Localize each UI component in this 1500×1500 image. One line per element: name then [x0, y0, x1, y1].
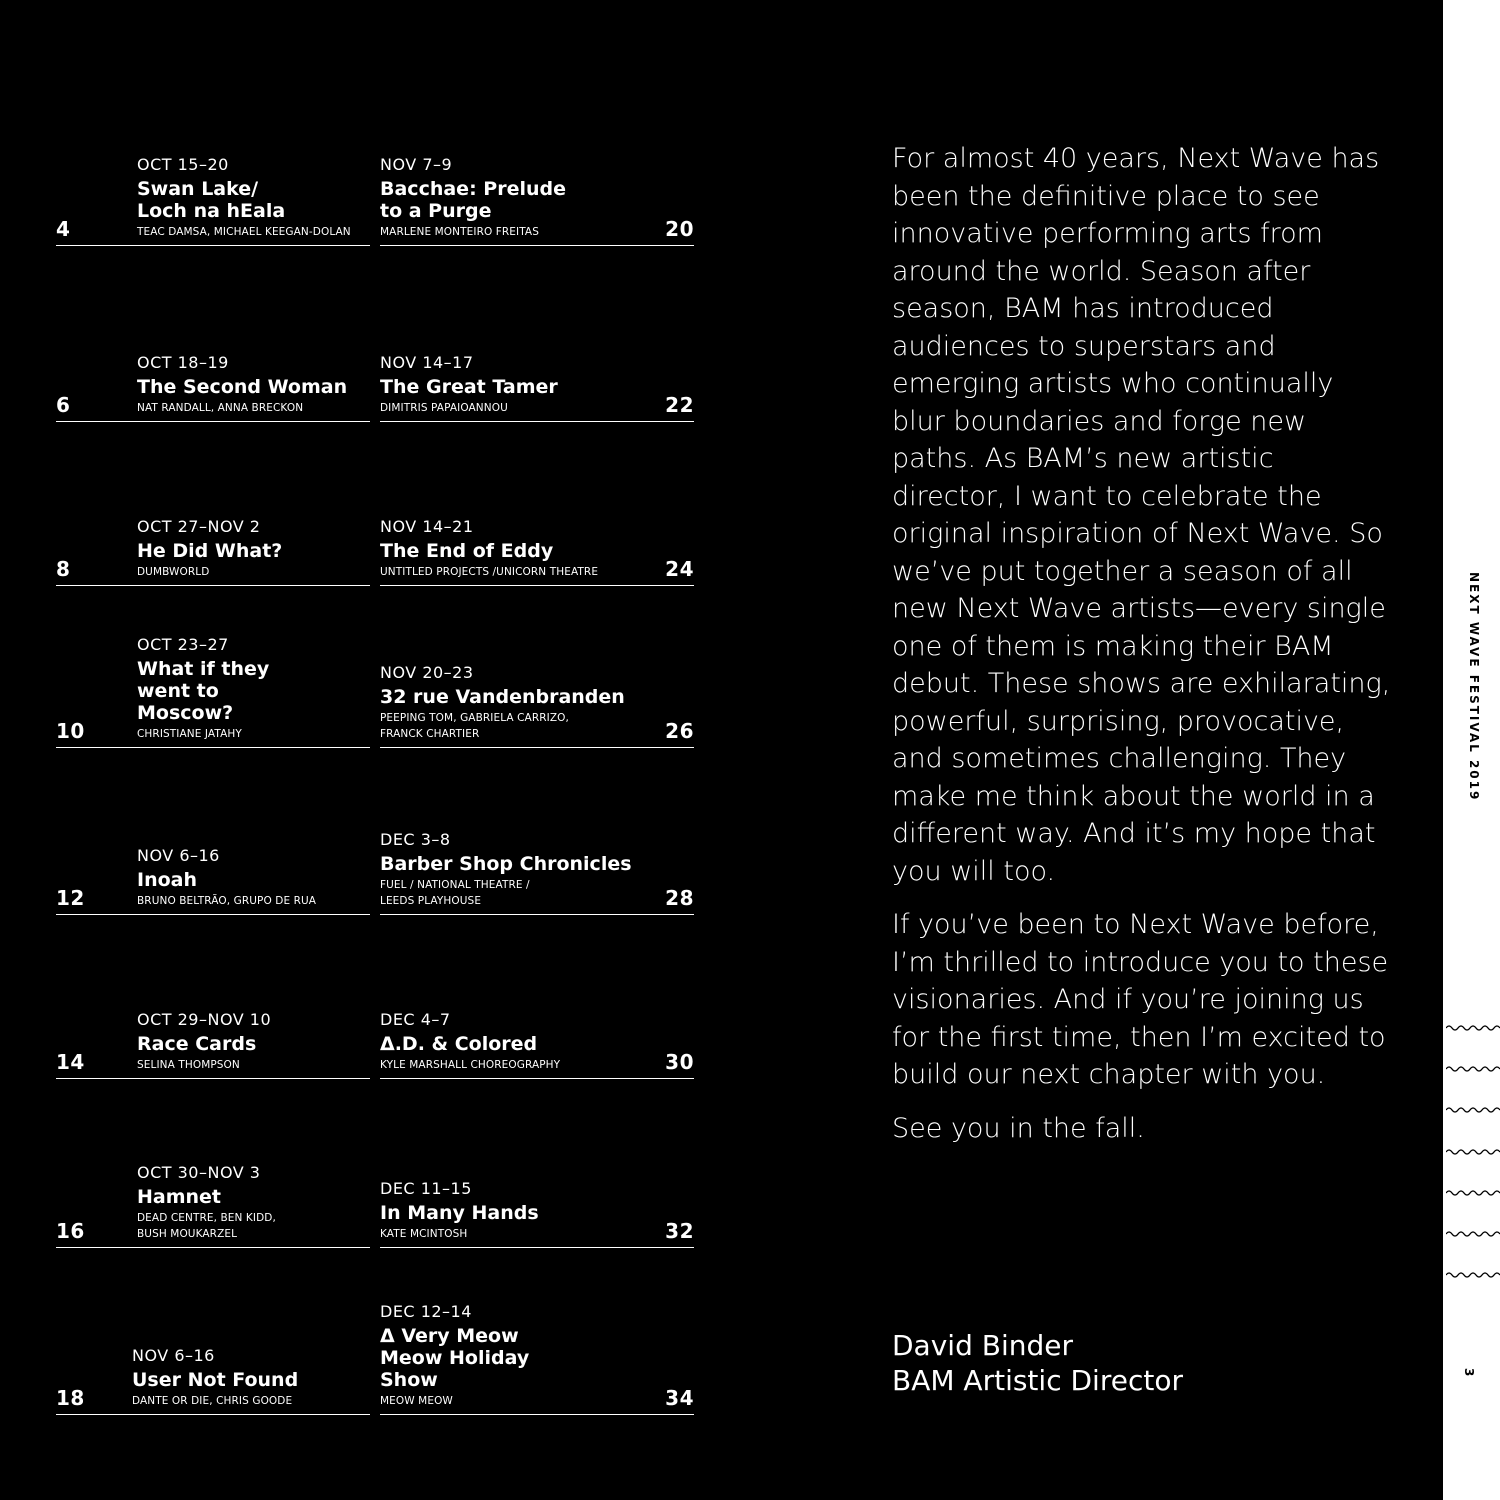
entry-date: NOV 6–16 [137, 846, 220, 865]
entry-date: NOV 20–23 [380, 663, 474, 682]
entry-title: What if they went to Moscow? [137, 658, 270, 724]
divider [56, 747, 370, 748]
entry-credit: DANTE OR DIE, CHRIS GOODE [132, 1395, 293, 1407]
entry-credit: PEEPING TOM, GABRIELA CARRIZO, FRANCK CHARTIER [380, 712, 569, 740]
contents-entry[interactable] [56, 815, 370, 915]
entry-info [380, 155, 620, 240]
contents-entry[interactable] [380, 1302, 694, 1415]
wave-line [1446, 1026, 1500, 1030]
contents-entry[interactable] [380, 815, 694, 915]
entry-date: NOV 6–16 [132, 1346, 215, 1365]
entry-info [137, 635, 377, 742]
wave-line [1446, 1273, 1500, 1277]
entry-title: User Not Found [132, 1369, 299, 1391]
contents-entry[interactable] [380, 322, 694, 422]
divider [56, 585, 370, 586]
page-number: 20 [665, 217, 694, 241]
page-number: 24 [665, 557, 694, 581]
divider [56, 421, 370, 422]
entry-title: Barber Shop Chronicles [380, 853, 632, 875]
entry-credit: BRUNO BELTRÃO, GRUPO DE RUA [137, 895, 317, 907]
entry-credit: DUMBWORLD [137, 566, 210, 578]
entry-credit: MEOW MEOW [380, 1395, 453, 1407]
page-number: 28 [665, 886, 694, 910]
entry-title: 32 rue Vandenbranden [380, 686, 625, 708]
wave-lines-decoration [1446, 1020, 1500, 1290]
signature-title: BAM Artistic Director [892, 1364, 1183, 1397]
entry-info [380, 517, 620, 580]
entry-info [137, 353, 377, 416]
page-number: 8 [56, 557, 71, 581]
running-header: NEXT WAVE FESTIVAL 2019 [1467, 572, 1481, 802]
entry-date: NOV 7–9 [380, 155, 453, 174]
entry-info [380, 1010, 620, 1073]
entry-title: Bacchae: Prelude to a Purge [380, 178, 566, 222]
entry-title: Δ Very Meow Meow Holiday Show [380, 1325, 530, 1391]
entry-info [137, 155, 377, 240]
signature-name: David Binder [892, 1329, 1073, 1362]
page-folio: 3 [1462, 1368, 1476, 1377]
page-number: 18 [56, 1386, 85, 1410]
page-number: 34 [665, 1386, 694, 1410]
page-number: 10 [56, 719, 85, 743]
page-number: 4 [56, 217, 71, 241]
entry-title: The End of Eddy [380, 540, 554, 562]
entry-title: Swan Lake/ Loch na hEala [137, 178, 286, 222]
letter-paragraph: For almost 40 years, Next Wave has been the definitive place to see innovative performing arts from around the world. Season after season, BAM has introduced audiences to superstars and emerging artists who continually blur boundaries and forge new paths. As BAM’s new artistic director, I want to celebrate the original inspiration of Next Wave. So we’ve put together a season of all new Next Wave artists—every single one of them is making their BAM debut. These shows are exhilarating, powerful, surprising, provocative, and sometimes challenging. They make me think about the world in a different way. And it’s my hope that you will too. [892, 143, 1391, 887]
entry-date: DEC 12–14 [380, 1302, 472, 1321]
contents-entry[interactable] [56, 1148, 370, 1248]
page-number: 26 [665, 719, 694, 743]
entry-date: NOV 14–21 [380, 517, 474, 536]
contents-entry[interactable] [380, 979, 694, 1079]
contents-entry[interactable] [56, 1315, 370, 1415]
page-number: 12 [56, 886, 85, 910]
entry-info [137, 846, 377, 909]
divider [380, 914, 694, 915]
director-letter [892, 140, 1392, 1163]
page-number: 32 [665, 1219, 694, 1243]
divider [380, 747, 694, 748]
entry-date: DEC 3–8 [380, 830, 451, 849]
entry-date: OCT 27–NOV 2 [137, 517, 261, 536]
entry-info [380, 830, 640, 909]
letter-paragraph: If you’ve been to Next Wave before, I’m thrilled to introduce you to these visionaries. And if you’re joining us for the first time, then I’m excited to build our next chapter with you. [892, 909, 1389, 1090]
wave-line [1446, 1067, 1500, 1071]
entry-info [380, 663, 630, 742]
entry-title: He Did What? [137, 540, 283, 562]
divider [380, 1414, 694, 1415]
entry-info [132, 1346, 372, 1409]
page-number: 14 [56, 1050, 85, 1074]
entry-title: In Many Hands [380, 1202, 539, 1224]
entry-title: Δ.D. & Colored [380, 1033, 538, 1055]
entry-info [137, 1163, 377, 1242]
entry-credit: FUEL / NATIONAL THEATRE / LEEDS PLAYHOUSE [380, 879, 530, 907]
divider [56, 1247, 370, 1248]
wave-line [1446, 1108, 1500, 1112]
divider [56, 245, 370, 246]
letter-paragraph: See you in the fall. [892, 1112, 1145, 1144]
contents-entry[interactable] [56, 146, 370, 246]
entry-date: DEC 11–15 [380, 1179, 472, 1198]
entry-title: The Great Tamer [380, 376, 558, 398]
divider [56, 1414, 370, 1415]
divider [380, 585, 694, 586]
entry-credit: SELINA THOMPSON [137, 1059, 240, 1071]
entry-credit: TEAC DAMSA, MICHAEL KEEGAN-DOLAN [137, 226, 351, 238]
entry-date: OCT 15–20 [137, 155, 229, 174]
contents-entry[interactable] [56, 322, 370, 422]
entry-title: Race Cards [137, 1033, 257, 1055]
entry-title: Inoah [137, 869, 197, 891]
entry-info [137, 517, 377, 580]
page-number: 6 [56, 393, 71, 417]
divider [380, 1078, 694, 1079]
entry-info [137, 1010, 377, 1073]
contents-entry[interactable] [56, 486, 370, 586]
entry-credit: MARLENE MONTEIRO FREITAS [380, 226, 539, 238]
divider [380, 1247, 694, 1248]
contents-entry[interactable] [56, 635, 370, 748]
page-number: 22 [665, 393, 694, 417]
entry-credit: UNTITLED PROJECTS /UNICORN THEATRE [380, 566, 599, 578]
entry-credit: DEAD CENTRE, BEN KIDD, BUSH MOUKARZEL [137, 1212, 276, 1240]
divider [380, 421, 694, 422]
wave-line [1446, 1150, 1500, 1154]
signature [892, 1328, 1183, 1398]
entry-credit: KYLE MARSHALL CHOREOGRAPHY [380, 1059, 561, 1071]
entry-credit: CHRISTIANE JATAHY [137, 728, 242, 740]
entry-date: OCT 30–NOV 3 [137, 1163, 261, 1182]
entry-info [380, 1302, 620, 1409]
contents-entry[interactable] [380, 146, 694, 246]
entry-date: OCT 29–NOV 10 [137, 1010, 272, 1029]
entry-title: The Second Woman [137, 376, 348, 398]
divider [56, 914, 370, 915]
contents-entry[interactable] [380, 1148, 694, 1248]
wave-line [1446, 1191, 1500, 1195]
entry-credit: DIMITRIS PAPAIOANNOU [380, 402, 508, 414]
entry-info [380, 1179, 620, 1242]
entry-date: DEC 4–7 [380, 1010, 451, 1029]
page-number: 16 [56, 1219, 85, 1243]
entry-info [380, 353, 620, 416]
wave-line [1446, 1232, 1500, 1236]
contents-entry[interactable] [56, 979, 370, 1079]
entry-date: OCT 18–19 [137, 353, 229, 372]
divider [380, 245, 694, 246]
contents-entry[interactable] [380, 486, 694, 586]
entry-title: Hamnet [137, 1186, 222, 1208]
entry-date: OCT 23–27 [137, 635, 229, 654]
entry-credit: KATE MCINTOSH [380, 1228, 468, 1240]
page-number: 30 [665, 1050, 694, 1074]
entry-credit: NAT RANDALL, ANNA BRECKON [137, 402, 304, 414]
entry-date: NOV 14–17 [380, 353, 474, 372]
contents-entry[interactable] [380, 648, 694, 748]
divider [56, 1078, 370, 1079]
